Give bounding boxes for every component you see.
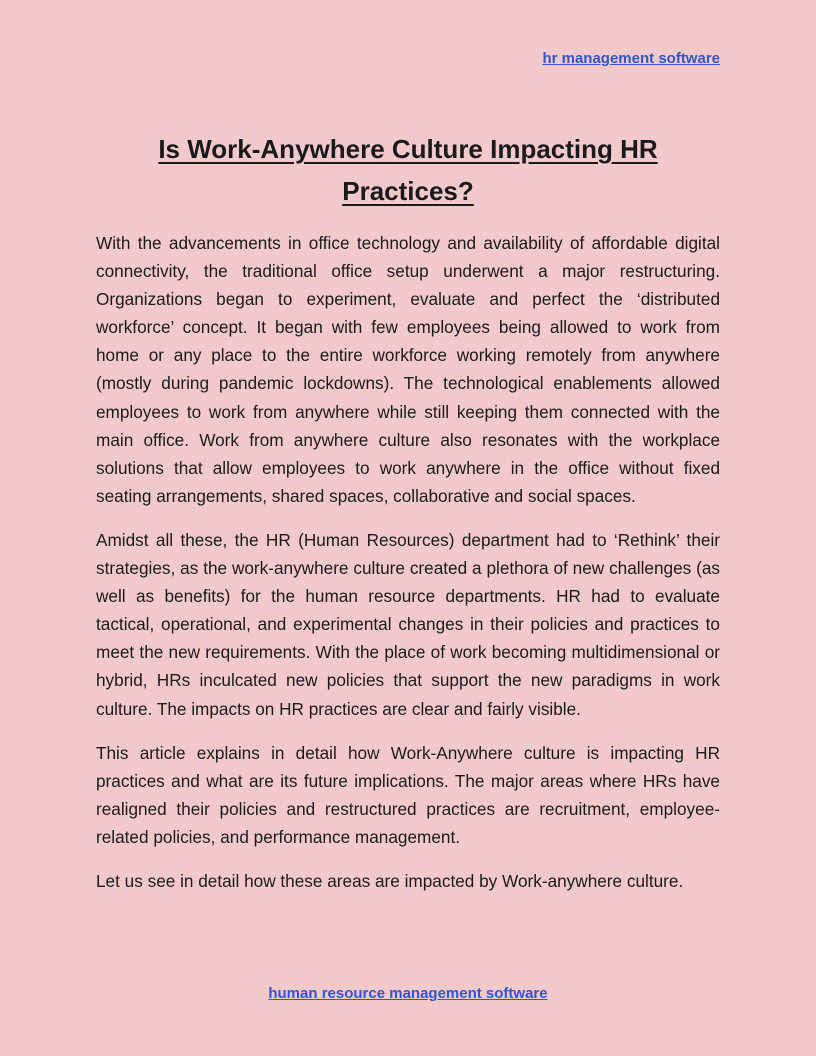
article-body	[96, 229, 720, 911]
article-paragraph-3: This article explains in detail how Work-Anywhere culture is impacting HR practices and what are its future implications. The major areas where HRs have realigned their policies and restructured practices are recruitment, employee-related policies, and performance management.	[96, 742, 720, 847]
page-title-text: Is Work-Anywhere Culture Impacting HR Practices?	[158, 134, 658, 206]
footer-link-human-resource-management-software[interactable]: human resource management software	[268, 985, 548, 1002]
article-paragraph-1: With the advancements in office technology and availability of affordable digital connectivity, the traditional office setup underwent a major restructuring. Organizations began to experiment, evaluate and perfect the ‘distributed workforce’ concept. It began with few employees being allowed to work from home or any place to the entire workforce working remotely from anywhere (mostly during pandemic lockdowns). The technological enablements allowed employees to work from anywhere while still keeping them connected with the main office. Work from anywhere culture also resonates with the workplace solutions that allow employees to work anywhere in the office without fixed seating arrangements, shared spaces, collaborative and social spaces.	[96, 233, 720, 506]
page-title	[96, 128, 720, 212]
header-link-hr-management-software[interactable]: hr management software	[542, 50, 720, 67]
article-paragraph-2: Amidst all these, the HR (Human Resources) department had to ‘Rethink’ their strategies, as the work-anywhere culture created a plethora of new challenges (as well as benefits) for the human resource departments. HR had to evaluate tactical, operational, and experimental changes in their policies and practices to meet the new requirements. With the place of work becoming multidimensional or hybrid, HRs inculcated new policies that support the new paradigms in work culture. The impacts on HR practices are clear and fairly visible.	[96, 529, 720, 719]
article-paragraph-4: Let us see in detail how these areas are impacted by Work-anywhere culture.	[96, 870, 684, 891]
